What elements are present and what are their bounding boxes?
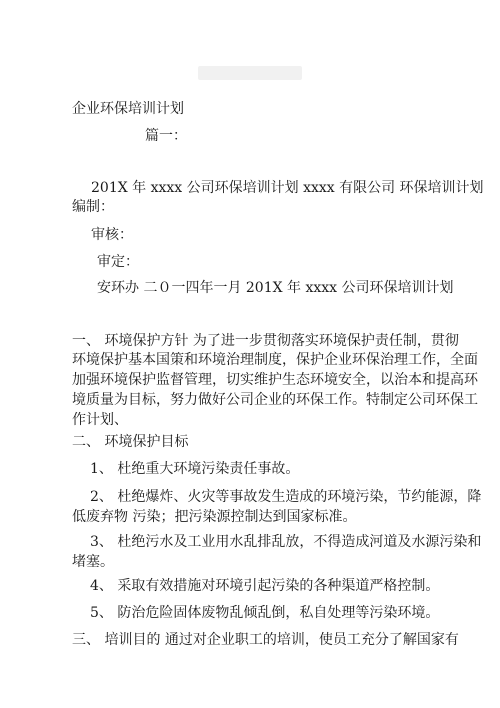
office-date-line: 安环办 二０一四年一月 201X 年 xxxx 公司环保培训计划 — [97, 280, 454, 296]
goal-item: 5、 防治危险固体废物乱倾乱倒，私自处理等污染环境。 — [90, 605, 440, 621]
policy-paragraph-line: 一、 环境保护方针 为了进一步贯彻落实环境保护责任制，贯彻 — [72, 333, 459, 349]
policy-paragraph-line: 境质量为目标，努力做好公司企业的环保工作。特制定公司环保工 — [72, 392, 478, 408]
policy-paragraph-line: 加强环境保护监督管理，切实维护生态环境安全，以治本和提高环 — [72, 372, 478, 388]
document-title: 企业环保培训计划 — [72, 101, 184, 117]
goal-item-continuation: 低废弃物 污染；把污染源控制达到国家标准。 — [72, 509, 357, 525]
goal-item-continuation: 堵塞。 — [72, 554, 114, 570]
header-line-1: 201X 年 xxxx 公司环保培训计划 xxxx 有限公司 环保培训计划 — [91, 180, 484, 196]
header-line-2: 编制： — [72, 199, 114, 215]
goal-item: 4、 采取有效措施对环境引起污染的各种渠道严格控制。 — [90, 578, 440, 594]
policy-paragraph-line: 作计划、 — [72, 412, 128, 428]
policy-paragraph-line: 环境保护基本国策和环境治理制度，保护企业环保治理工作，全面 — [72, 352, 478, 368]
goal-item: 2、 杜绝爆炸、火灾等事故发生造成的环境污染，节约能源，降 — [90, 489, 482, 505]
goal-item: 3、 杜绝污水及工业用水乱排乱放，不得造成河道及水源污染和 — [90, 534, 482, 550]
approve-label: 审定： — [97, 254, 139, 270]
training-purpose-line: 三、 培训目的 通过对企业职工的培训，使员工充分了解国家有 — [72, 632, 459, 648]
goals-heading: 二、 环境保护目标 — [72, 434, 189, 450]
review-label: 审核： — [91, 227, 133, 243]
goal-item: 1、 杜绝重大环境污染责任事故。 — [90, 461, 300, 477]
faded-header-watermark — [198, 66, 302, 80]
section-label: 篇一： — [145, 128, 187, 144]
